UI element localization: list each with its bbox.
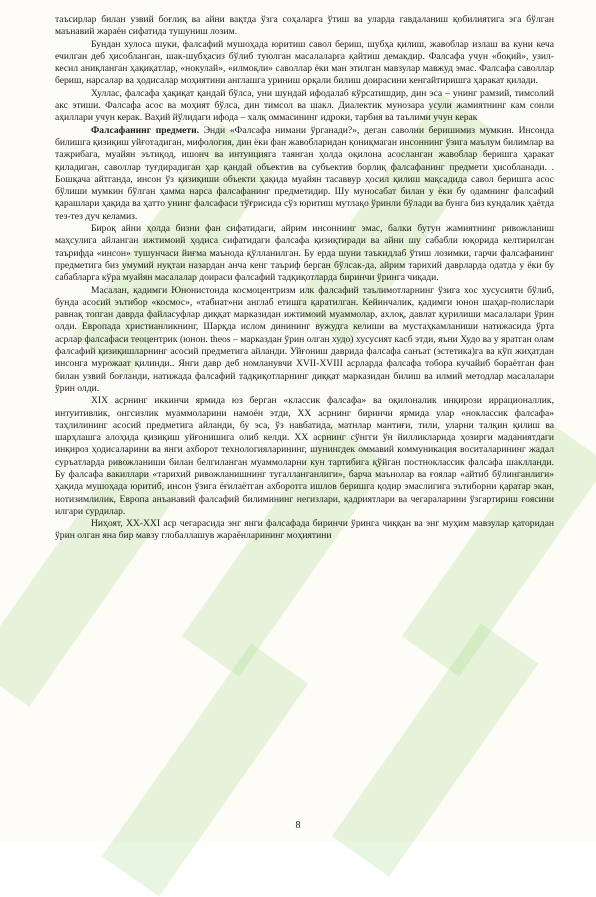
paragraph-6: Масалан, қадимги Юнонистонда космоцентризм илк фалсафий таълимотларнинг ўзига хос хусусияти бўлиб, бунда асосий эътибор «космос», «табиат»ни англаб етишга қаратилган. Кейинчалик, қадимги юнон шаҳар-полислари равнақ топган даврда файласуфлар диққат марказидан ижтимоий муаммолар, ахлоқ, давлат қурилиши масалалари ўрин олди. Европада христианликнинг, Шарқда ислом динининг вужудга келиши ва мустаҳкамланиши натижасида ўрта асрлар фалсафаси теоцентрик (юнон. theos – марказдан ўрин олган худо) хусусият касб этди, яъни Худо ва у яратган олам фалсафий қизиқишларнинг асосий предметига айланди. Уйғониш даврида фалсафа санъат (эстетика)га ва кўп жиҳатдан инсонга мурожаат қилинди.. Янги давр деб номланувчи XVII-XVIII асрларда фалсафа тобора кучайиб бораётган фан билан узвий боғланди, натижада фалсафий тадқиқотларнинг диққат марказидан билиш ва илмий методлар масалалари ўрин олди. [55, 284, 554, 394]
paragraph-2: Бундан хулоса шуки, фалсафий мушоҳада юритиш савол бериш, шубҳа қилиш, жавоблар излаш ва куни кеча ечилган деб ҳисобланган, шак-шубҳасиз бўлиб туюлган масалаларга қайтиш демакдир. Фалсафа учун «боқий», узил-кесил аниқланган ҳақиқатлар, «нокулай», «илмоқли» саволлар ёки ман этилган мавзулар мавжуд эмас. Фалсафа саволлар бериш, нарсалар ва ҳодисалар моҳиятини англашга уриниш орқали билиш доирасини кенгайтиришга ҳаракат қилади. [55, 38, 554, 87]
section-heading: Фалсафанинг предмети. [91, 124, 200, 136]
paragraph-1: таъсирлар билан узвий боғлиқ ва айни вақтда ўзга соҳаларга ўтиш ва уларда гавдаланиш қобилиятига эга бўлган маънавий жараён сифатида тушуниш лозим. [55, 14, 554, 38]
page-number: 8 [295, 820, 301, 831]
paragraph-3: Хуллас, фалсафа ҳақиқат қандай бўлса, уни шундай ифодалаб кўрсатишдир, дин эса – унинг рамзий, тимсолий акс этиши. Фалсафа асос ва моҳият бўлса, дин тимсол ва шакл. Диалектик мунозара усули жамиятнинг кам сонли аҳиллари учун керак. Ваҳий йўлидаги ифода – халқ оммасининг идроки, тарбия ва таълими учун керак [55, 87, 554, 124]
paragraph-5: Бироқ айни ҳолда бизни фан сифатидаги, айрим инсоннинг эмас, балки бутун жамиятнинг ривожланиш маҳсулига айланган ижтимоий ҳодиса сифатидаги фалсафа қизиқтиради ва айни шу сабабли юқорида келтирилган таърифда «инсон» тушунчаси йиғма маънода қўлланилган. Бу ерда шуни таъкидлаб ўтиш лозимки, гарчи фалсафанинг предметига биз умумий нуқтаи назардан анча кенг таъриф берган бўлсак-да, айрим тарихий даврларда одатда у ёки бу сабабларга кўра муайян масалалар доираси фалсафий тадқиқотларда биринчи ўринга чиқади. [55, 223, 554, 284]
body-text [55, 14, 554, 543]
paragraph-8: Ниҳоят, XX-XXI аср чегарасида энг янги фалсафада биринчи ўринга чиққан ва энг муҳим мавзулар қаторидан ўрин олган яна бир мавзу глобаллашув жараёнларининг моҳиятини [55, 518, 554, 542]
paragraph-4-text: Энди «Фалсафа нимани ўрганади?», деган саволни беришимиз мумкин. Инсонда билишга қизиқиш уйғотадиган, мифология, дин ёки фан жавобларидан қониқмаган инсоннинг ўзига маълум билимлар ва тажрибага, муайян эътиқод, ишонч ва интуицияга таянган ҳолда оқилона асосланган жавоблар беришга ҳаракат қиладиган, саволлар туғдирадиган ҳар қандай объектив ва субъектив борлиқ фалсафанинг предмети ҳисобланади. . Бошқача айтганда, инсон ўз қизиқиши объекти ҳақида муайян тасаввур ҳосил қилиш мақсадида савол беришга асос бўлиши мумкин бўлган ҳамма нарса фалсафанинг предметидир. Шу муносабат билан у ёки бу одамнинг фалсафий қарашлари ҳақида ва ҳатто унинг фалсафаси тўғрисида сўз юритиш мутлақо ўринли бўлади ва бунга биз кундалик ҳаётда тез-тез дуч келамиз. [55, 124, 554, 222]
paragraph-4 [55, 125, 554, 223]
watermark-stripe [102, 643, 308, 896]
paragraph-7: XIX асрнинг иккинчи ярмида юз берган «классик фалсафа» ва оқилоналик инқирози иррационаллик, интуитивлик, онгсизлик муаммоларини намоён этди, XX асрнинг биринчи ярмида улар «ноклассик фалсафа» таҳлилининг асосий предметига айланди, бу эса, ўз навбатида, матнлар мантиғи, тили, уларни талқин қилиш ва шарҳлашга алоҳида қизиқиш уйғонишига олиб келди. XX асрнинг сўнгги ўн йилликларида ҳозирги маданиятдаги инқироз ҳодисаларини ва янги ахборот технологияларининг, шунингдек оммавий коммуникация воситаларининг жадал суръатларда ривожланиши билан белгиланган муаммоларни кун тартибига қўйган постноклассик фалсафа шаклланди. Бу фалсафа вакиллари «тарихий ривожланишнинг тугалланганлиги», барча маънолар ва ғоялар «айтиб бўлинганлиги» ҳақида мушоҳада юритиб, инсон ўзига ёғилаётган ахборотга ишлов беришга қодир эмаслигига эътиборни қаратар экан, нотизимлилик, Европа анъанавий фалсафий билимининг негизлари, қадриятлари ва чегараларини ўзгартириш ғоясини илгари сурдилар. [55, 395, 554, 517]
watermark-stripe [332, 623, 538, 876]
